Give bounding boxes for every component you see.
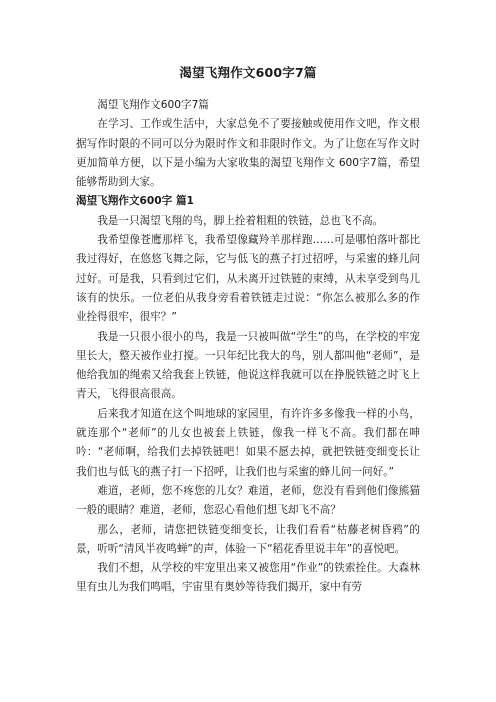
section-heading: 渴望飞翔作文600字 篇1: [76, 195, 194, 208]
paragraph-6: 那么，老师，请您把铁链变细变长，让我们看看“枯藤老树昏鸦”的景，听听“清风半夜鸣蝉”的声，体验一下“稻花香里说丰年”的喜悦吧。: [76, 523, 420, 555]
document-title: 渴望飞翔作文600字7篇: [179, 65, 317, 80]
paragraph-3: 我是一只很小很小的鸟，我是一只被叫做“学生”的鸟，在学校的牢宠里长大，整天被作业打搅。一只年纪比我大的鸟，别人都叫他“老师”，是他给我加的绳索又给我套上铁链，他说这样我就可以在挣脱铁链之时飞上青天，飞得很高很高。: [76, 330, 420, 401]
document-body: [76, 96, 420, 598]
paragraph-4: 后来我才知道在这个叫地球的家园里，有许许多多像我一样的小鸟，就连那个“老师”的儿女也被套上铁链，像我一样飞不高。我们都在呻吟：“老师啊，给我们去掉铁链吧！如果不愿去掉，就把铁链变细变长让我们也与低飞的燕子打一下招呼，让我们也与采蜜的蜂儿问一问好。”: [76, 407, 420, 478]
paragraph-7: 我们不想，从学校的牢宠里出来又被您用“作业”的铁索拴住。大森林里有虫儿为我们鸣唱，宇宙里有奥妙等待我们揭开，家中有劳: [76, 562, 420, 594]
intro-paragraph: 在学习、工作或生活中，大家总免不了要接触或使用作文吧，作文根据写作时限的不同可以分为限时作文和非限时作文。为了让您在写作文时更加简单方便，以下是小编为大家收集的渴望飞翔作文 600字7篇，希望能够帮助到大家。: [76, 118, 420, 189]
paragraph-1: 我是一只渴望飞翔的鸟，脚上拴着粗粗的铁链，总也飞不高。: [97, 214, 384, 227]
paragraph-2: 我希望像苍鹰那样飞，我希望像藏羚羊那样跑……可是哪怕落叶都比我过得好，在悠悠飞舞之际，它与低飞的燕子打过招呼，与采蜜的蜂儿问过好。可是我，只看到过它们，从未离开过铁链的束缚，从未享受到鸟儿该有的快乐。一位老伯从我身旁看着铁链走过说：“你怎么被那么多的作业拴得很牢，很牢？”: [76, 234, 420, 324]
intro-title: 渴望飞翔作文600字7篇: [97, 99, 209, 111]
paragraph-5: 难道，老师，您不疼您的儿女？难道，老师，您没有看到他们像熊猫一般的眼睛？难道，老师，您忍心看他们想飞却飞不高？: [76, 484, 420, 517]
